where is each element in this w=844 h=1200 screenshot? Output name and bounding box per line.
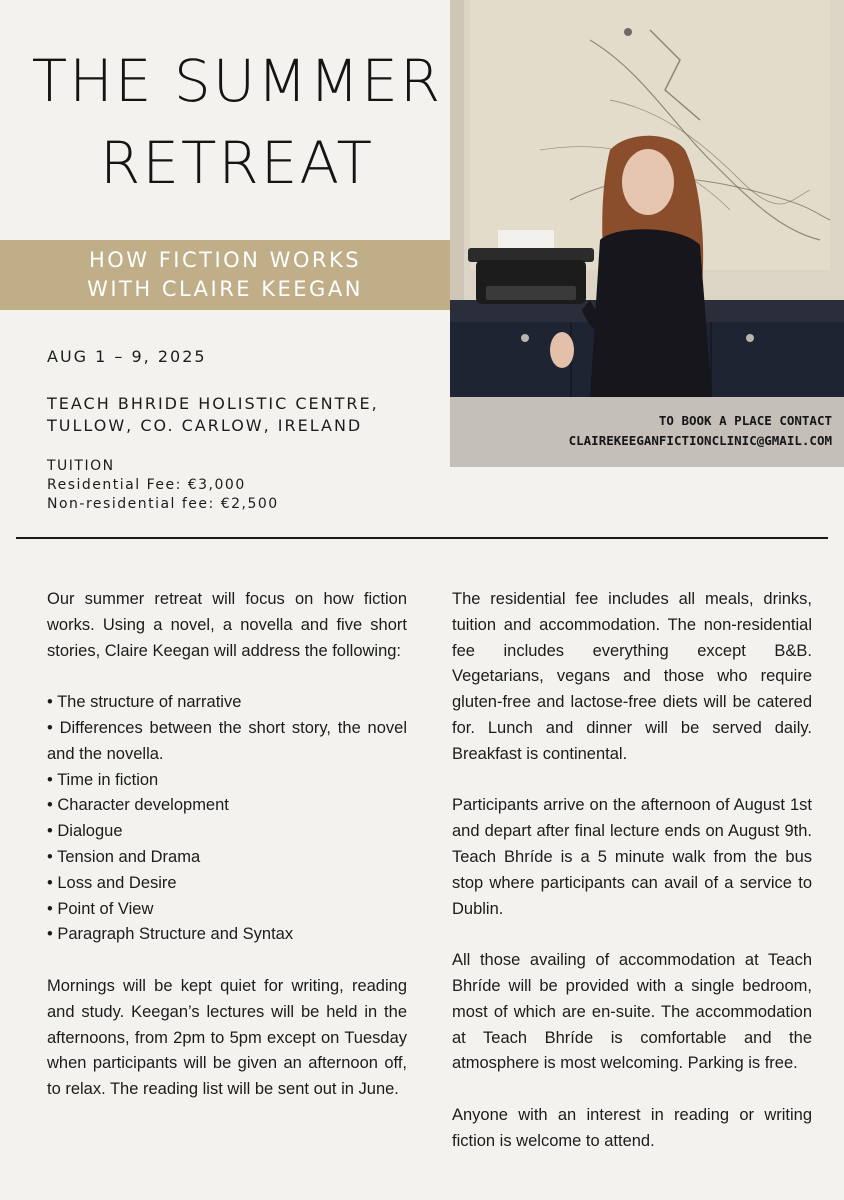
tuition-fees — [47, 457, 279, 514]
list-item: • Paragraph Structure and Syntax — [47, 925, 294, 944]
paragraph-gap — [452, 922, 812, 948]
subtitle-banner — [0, 240, 450, 310]
title-line-2: RETREAT — [100, 129, 374, 197]
mornings-paragraph: Mornings will be kept quiet for writing, reading and study. Keegan’s lectures will be held in the afternoons, from 2pm to 5pm except on Tuesday when participants will be given an afternoon off, to relax. The reading list will be sent out in June. — [47, 976, 407, 1099]
venue-line-1: TEACH BHRIDE HOLISTIC CENTRE, — [47, 394, 379, 413]
venue-line-2: TULLOW, CO. CARLOW, IRELAND — [47, 416, 363, 435]
closing-paragraph: Anyone with an interest in reading or writing fiction is welcome to attend. — [452, 1105, 812, 1150]
paragraph-gap — [47, 948, 407, 974]
section-divider — [16, 537, 828, 539]
intro-paragraph: Our summer retreat will focus on how fiction works. Using a novel, a novella and five short stories, Claire Keegan will address the following: — [47, 590, 407, 660]
author-photo-illustration — [450, 0, 844, 397]
non-residential-fee: Non-residential fee: €2,500 — [47, 496, 279, 512]
accommodation-paragraph: All those availing of accommodation at Teach Bhríde will be provided with a single bedroom, most of which are en-suite. The accommodation at Teach Bhríde is comfortable and the atmosphere is most welcoming. Parking is free. — [452, 951, 812, 1073]
left-column — [47, 587, 407, 1103]
fees-paragraph: The residential fee includes all meals, drinks, tuition and accommodation. The non-residential fee includes everything except B&B. Vegetarians, vegans and those who require gluten-free and lactose-free diets will be catered for. Lunch and dinner will be served daily. Breakfast is continental. — [452, 590, 812, 763]
venue-address — [47, 393, 379, 437]
event-dates: AUG 1 – 9, 2025 — [47, 347, 207, 366]
booking-line: TO BOOK A PLACE CONTACT — [658, 413, 832, 428]
list-item: • Time in fiction — [47, 770, 159, 789]
page-title — [0, 40, 474, 204]
title-line-1: THE SUMMER — [31, 47, 443, 115]
topic-list — [47, 690, 407, 948]
residential-fee: Residential Fee: €3,000 — [47, 477, 246, 493]
list-item: • Loss and Desire — [47, 873, 177, 892]
booking-contact — [450, 397, 844, 467]
paragraph-gap — [452, 1077, 812, 1103]
banner-line-1: HOW FICTION WORKS — [88, 248, 362, 272]
list-item: • Character development — [47, 796, 229, 815]
author-photo — [450, 0, 844, 397]
list-item: • Point of View — [47, 899, 154, 918]
list-item: • Tension and Drama — [47, 847, 201, 866]
tuition-heading: TUITION — [47, 458, 115, 474]
right-column — [452, 587, 812, 1155]
arrival-paragraph: Participants arrive on the afternoon of August 1st and depart after final lecture ends on August 9th. Teach Bhríde is a 5 minute walk from the bus stop where participants can avail of a service to Dublin. — [452, 796, 812, 918]
booking-email-link[interactable]: CLAIREKEEGANFICTIONCLINIC@GMAIL.COM — [568, 433, 832, 448]
paragraph-gap — [47, 664, 407, 690]
list-item: • The structure of narrative — [47, 693, 242, 712]
paragraph-gap — [452, 768, 812, 794]
banner-line-2: WITH CLAIRE KEEGAN — [87, 277, 363, 301]
list-item: • Dialogue — [47, 822, 123, 841]
list-item: • Differences between the short story, the novel and the novella. — [47, 718, 407, 763]
